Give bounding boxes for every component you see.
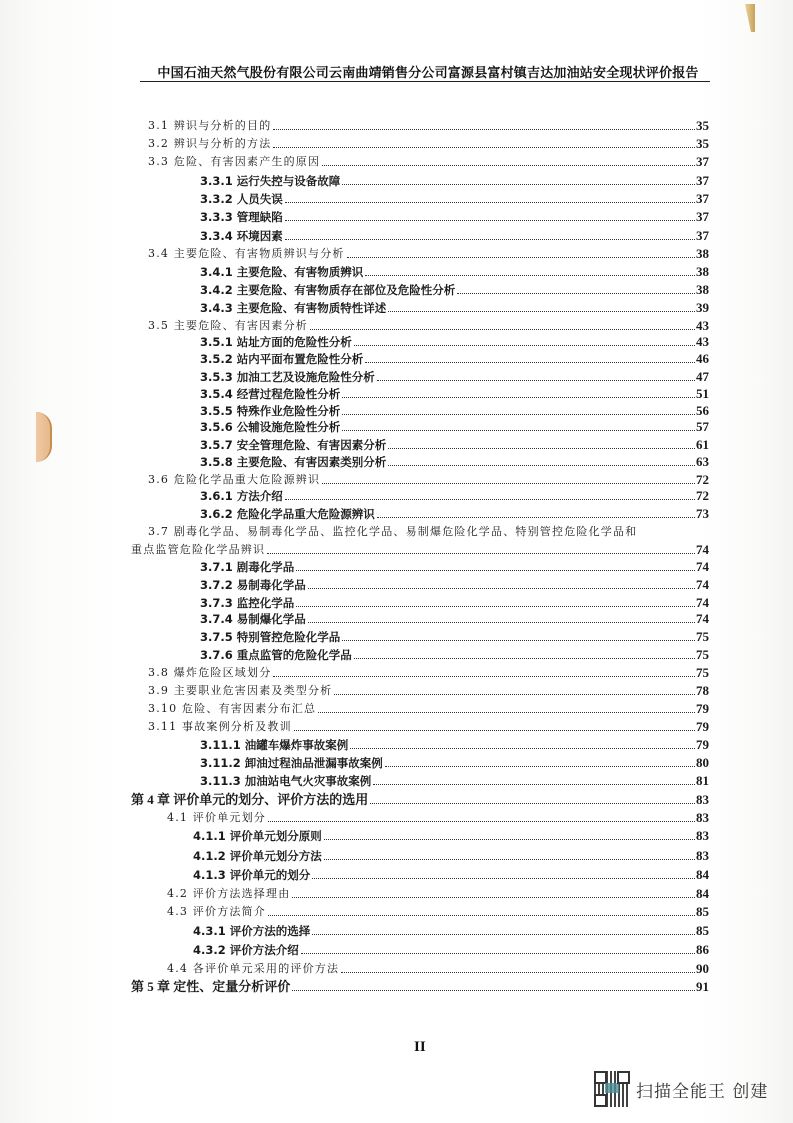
dot-leader xyxy=(294,729,695,731)
dot-leader xyxy=(334,693,695,695)
toc-entry[interactable] xyxy=(167,901,709,919)
toc-entry-page-number: 37 xyxy=(696,191,709,206)
toc-entry-page-number: 47 xyxy=(696,369,709,384)
toc-entry-page-number: 83 xyxy=(696,848,709,863)
toc-entry-title: 3.6 危险化学品重大危险源辨识 xyxy=(148,473,321,486)
toc-entry-title: 3.3.4 环境因素 xyxy=(200,229,283,243)
toc-entry-page-number: 75 xyxy=(696,665,709,680)
paper-tab-decoration xyxy=(745,4,755,32)
toc-entry-title: 3.5.7 安全管理危险、有害因素分析 xyxy=(200,438,387,452)
paper-tab-decoration xyxy=(36,412,52,462)
toc-entry[interactable] xyxy=(148,243,709,261)
dot-leader xyxy=(342,639,695,641)
toc-entry-page-number: 46 xyxy=(696,351,709,366)
qr-code-icon xyxy=(594,1071,630,1107)
toc-entry-title: 3.1 辨识与分析的目的 xyxy=(148,119,272,132)
dot-leader xyxy=(318,711,695,713)
dot-leader xyxy=(285,219,695,221)
toc-entry[interactable] xyxy=(131,789,709,807)
dot-leader xyxy=(292,989,695,991)
toc-entry-page-number: 80 xyxy=(696,755,709,770)
toc-entry[interactable] xyxy=(200,206,709,224)
toc-entry[interactable] xyxy=(200,279,709,297)
toc-entry-title: 3.2 辨识与分析的方法 xyxy=(148,137,272,150)
dot-leader xyxy=(308,587,695,589)
watermark-text: 扫描全能王 创建 xyxy=(636,1081,769,1102)
toc-entry-page-number: 63 xyxy=(696,454,709,469)
toc-entry-title: 3.7.6 重点监管的危险化学品 xyxy=(200,648,352,662)
toc-entry-title: 3.4 主要危险、有害物质辨识与分析 xyxy=(148,247,345,260)
toc-entry-page-number: 73 xyxy=(696,506,709,521)
dot-leader xyxy=(388,447,695,449)
toc-entry[interactable] xyxy=(131,539,709,557)
toc-entry-title: 3.7.2 易制毒化学品 xyxy=(200,578,306,592)
toc-entry[interactable] xyxy=(200,503,709,521)
toc-entry-title: 第 4 章 评价单元的划分、评价方法的选用 xyxy=(131,792,369,807)
toc-entry-title: 3.10 危险、有害因素分布汇总 xyxy=(148,702,317,715)
toc-entry[interactable] xyxy=(200,734,709,752)
toc-entry-page-number: 74 xyxy=(696,559,709,574)
dot-leader xyxy=(377,516,695,518)
toc-entry-wrapped-line: 3.7 剧毒化学品、易制毒化学品、监控化学品、易制爆危险化学品、特别管控危险化学品和 xyxy=(148,525,638,538)
dot-leader xyxy=(385,765,695,767)
toc-entry[interactable] xyxy=(167,958,709,976)
toc-entry[interactable] xyxy=(200,626,709,644)
toc-entry[interactable] xyxy=(200,485,709,503)
toc-entry-page-number: 85 xyxy=(696,904,709,919)
dot-leader xyxy=(296,605,695,607)
toc-entry-title: 3.7.1 剧毒化学品 xyxy=(200,560,295,574)
toc-entry-title: 3.5.4 经营过程危险性分析 xyxy=(200,387,341,401)
toc-entry[interactable] xyxy=(148,698,709,716)
toc-entry-page-number: 37 xyxy=(696,173,709,188)
dot-leader xyxy=(268,914,695,916)
toc-entry-page-number: 75 xyxy=(696,647,709,662)
toc-entry-page-number: 91 xyxy=(696,979,709,994)
toc-entry-title: 3.5.2 站内平面布置危险性分析 xyxy=(200,352,364,366)
toc-entry-title: 4.1 评价单元划分 xyxy=(167,811,266,824)
toc-entry-page-number: 35 xyxy=(696,136,709,151)
toc-entry[interactable] xyxy=(193,939,709,957)
dot-leader xyxy=(268,820,695,822)
dot-leader xyxy=(342,429,695,431)
toc-entry-title: 3.3.1 运行失控与设备故障 xyxy=(200,174,341,188)
dot-leader xyxy=(301,952,695,954)
toc-entry-title: 3.5.3 加油工艺及设施危险性分析 xyxy=(200,370,375,384)
toc-entry-title: 3.6.2 危险化学品重大危险源辨识 xyxy=(200,507,375,521)
report-header-title: 中国石油天然气股份有限公司云南曲靖销售分公司富源县富村镇吉达加油站安全现状评价报告 xyxy=(157,66,699,81)
toc-entry-page-number: 74 xyxy=(696,542,709,557)
dot-leader xyxy=(312,877,695,879)
toc-entry[interactable] xyxy=(200,434,709,452)
toc-entry-page-number: 38 xyxy=(696,246,709,261)
toc-entry-page-number: 86 xyxy=(696,942,709,957)
toc-entry-page-number: 43 xyxy=(696,334,709,349)
toc-entry-title: 3.7.4 易制爆化学品 xyxy=(200,612,306,626)
toc-entry-title: 3.7.3 监控化学品 xyxy=(200,596,295,610)
toc-entry[interactable] xyxy=(200,188,709,206)
scanner-watermark xyxy=(594,1071,768,1107)
dot-leader xyxy=(342,396,695,398)
toc-entry-title: 3.11.3 加油站电气火灾事故案例 xyxy=(200,774,372,788)
toc-entry-title: 4.1.3 评价单元的划分 xyxy=(193,868,311,882)
toc-entry[interactable] xyxy=(167,883,709,901)
toc-entry-title: 3.4.1 主要危险、有害物质辨识 xyxy=(200,265,364,279)
toc-entry-title: 3.5.8 主要危险、有害因素类别分析 xyxy=(200,455,387,469)
toc-entry-title: 3.11.2 卸油过程油品泄漏事故案例 xyxy=(200,756,383,770)
page-number: II xyxy=(414,1039,426,1055)
toc-entry[interactable] xyxy=(200,297,709,315)
toc-entry-page-number: 83 xyxy=(696,792,709,807)
toc-entry-page-number: 61 xyxy=(696,437,709,452)
toc-entry[interactable] xyxy=(148,680,709,698)
toc-entry-page-number: 72 xyxy=(696,472,709,487)
toc-entry[interactable] xyxy=(200,225,709,243)
toc-entry-page-number: 51 xyxy=(696,386,709,401)
toc-entry-page-number: 83 xyxy=(696,828,709,843)
toc-entry-page-number: 74 xyxy=(696,595,709,610)
toc-entry[interactable] xyxy=(200,366,709,384)
toc-entry-title: 3.7.5 特别管控危险化学品 xyxy=(200,630,341,644)
toc-entry[interactable] xyxy=(200,416,709,434)
dot-leader xyxy=(285,498,695,500)
toc-entry-title: 3.5.5 特殊作业危险性分析 xyxy=(200,404,341,418)
toc-entry[interactable] xyxy=(193,845,709,863)
toc-entry-page-number: 72 xyxy=(696,488,709,503)
dot-leader xyxy=(457,292,695,294)
toc-entry-page-number: 79 xyxy=(696,719,709,734)
toc-entry[interactable] xyxy=(148,716,709,734)
toc-entry-title: 3.5 主要危险、有害因素分析 xyxy=(148,319,308,332)
dot-leader xyxy=(377,379,695,381)
toc-entry[interactable] xyxy=(193,864,709,882)
toc-entry[interactable] xyxy=(200,574,709,592)
header-divider xyxy=(140,81,710,82)
dot-leader xyxy=(365,361,695,363)
toc-entry-title: 4.3.2 评价方法介绍 xyxy=(193,943,299,957)
toc-entry[interactable] xyxy=(193,825,709,843)
dot-leader xyxy=(350,747,695,749)
toc-entry-page-number: 35 xyxy=(696,118,709,133)
toc-entry-page-number: 38 xyxy=(696,282,709,297)
toc-entry[interactable] xyxy=(200,752,709,770)
toc-entry-page-number: 39 xyxy=(696,300,709,315)
toc-entry-page-number: 57 xyxy=(696,419,709,434)
toc-entry-title: 3.4.3 主要危险、有害物质特性详述 xyxy=(200,301,387,315)
dot-leader xyxy=(285,238,695,240)
dot-leader xyxy=(342,413,695,415)
toc-entry-title: 重点监管危险化学品辨识 xyxy=(131,543,266,556)
toc-entry-title: 3.11 事故案例分析及教训 xyxy=(148,720,292,733)
dot-leader xyxy=(324,858,695,860)
toc-entry[interactable] xyxy=(148,151,709,169)
toc-entry-page-number: 37 xyxy=(696,209,709,224)
toc-entry[interactable] xyxy=(148,662,709,680)
toc-entry-title: 4.3 评价方法简介 xyxy=(167,905,266,918)
toc-entry-title: 4.2 评价方法选择理由 xyxy=(167,887,291,900)
dot-leader xyxy=(388,310,695,312)
toc-entry-title: 第 5 章 定性、定量分析评价 xyxy=(131,979,291,994)
dot-leader xyxy=(388,464,695,466)
toc-entry-title: 4.3.1 评价方法的选择 xyxy=(193,924,311,938)
toc-entry-page-number: 90 xyxy=(696,961,709,976)
toc-entry-page-number: 37 xyxy=(696,228,709,243)
toc-entry-title: 3.3.3 管理缺陷 xyxy=(200,210,283,224)
toc-entry-page-number: 79 xyxy=(696,737,709,752)
toc-entry-title: 3.11.1 油罐车爆炸事故案例 xyxy=(200,738,349,752)
toc-entry-page-number: 83 xyxy=(696,810,709,825)
dot-leader xyxy=(341,971,695,973)
dot-leader xyxy=(365,274,695,276)
dot-leader xyxy=(312,933,695,935)
toc-entry[interactable] xyxy=(200,331,709,349)
dot-leader xyxy=(273,675,695,677)
toc-entry-page-number: 43 xyxy=(696,318,709,333)
toc-entry-page-number: 85 xyxy=(696,923,709,938)
dot-leader xyxy=(342,183,695,185)
toc-entry[interactable] xyxy=(200,383,709,401)
toc-entry-page-number: 84 xyxy=(696,886,709,901)
toc-entry[interactable] xyxy=(148,133,709,151)
dot-leader xyxy=(285,201,695,203)
toc-entry[interactable] xyxy=(200,770,709,788)
toc-entry-title: 3.5.1 站址方面的危险性分析 xyxy=(200,335,352,349)
toc-entry[interactable] xyxy=(131,976,709,994)
dot-leader xyxy=(347,256,695,258)
dot-leader xyxy=(322,482,695,484)
toc-entry-page-number: 78 xyxy=(696,683,709,698)
toc-entry[interactable] xyxy=(148,115,709,133)
toc-entry[interactable] xyxy=(200,170,709,188)
toc-entry-title: 3.4.2 主要危险、有害物质存在部位及危险性分析 xyxy=(200,283,456,297)
dot-leader xyxy=(354,657,695,659)
toc-entry[interactable] xyxy=(200,451,709,469)
toc-entry-title: 3.6.1 方法介绍 xyxy=(200,489,283,503)
dot-leader xyxy=(324,838,695,840)
toc-entry-page-number: 74 xyxy=(696,611,709,626)
toc-entry[interactable] xyxy=(200,556,709,574)
toc-entry-title: 3.8 爆炸危险区域划分 xyxy=(148,666,272,679)
toc-entry-title: 4.1.2 评价单元划分方法 xyxy=(193,849,322,863)
toc-entry[interactable] xyxy=(167,807,709,825)
dot-leader xyxy=(296,569,695,571)
dot-leader xyxy=(292,896,695,898)
toc-entry-page-number: 84 xyxy=(696,867,709,882)
toc-entry[interactable] xyxy=(200,261,709,279)
dot-leader xyxy=(373,783,695,785)
toc-entry[interactable] xyxy=(200,608,709,626)
dot-leader xyxy=(273,128,695,130)
toc-entry[interactable] xyxy=(200,348,709,366)
toc-entry-page-number: 38 xyxy=(696,264,709,279)
toc-entry[interactable] xyxy=(193,920,709,938)
toc-entry-page-number: 74 xyxy=(696,577,709,592)
dot-leader xyxy=(267,552,695,554)
dot-leader xyxy=(310,328,695,330)
toc-entry-page-number: 81 xyxy=(696,773,709,788)
dot-leader xyxy=(370,802,695,804)
toc-entry-title: 3.3.2 人员失误 xyxy=(200,192,283,206)
toc-entry-title: 3.9 主要职业危害因素及类型分析 xyxy=(148,684,333,697)
dot-leader xyxy=(273,146,695,148)
toc-entry-title: 4.1.1 评价单元划分原则 xyxy=(193,829,322,843)
toc-entry-page-number: 75 xyxy=(696,629,709,644)
toc-entry-title: 3.5.6 公辅设施危险性分析 xyxy=(200,420,341,434)
toc-entry-page-number: 79 xyxy=(696,701,709,716)
toc-entry-title: 4.4 各评价单元采用的评价方法 xyxy=(167,962,340,975)
toc-entry-title: 3.3 危险、有害因素产生的原因 xyxy=(148,155,321,168)
dot-leader xyxy=(354,344,695,346)
dot-leader xyxy=(308,621,695,623)
dot-leader xyxy=(322,164,695,166)
toc-entry-page-number: 37 xyxy=(696,154,709,169)
toc-entry[interactable] xyxy=(200,644,709,662)
toc-entry-page-number: 56 xyxy=(696,403,709,418)
